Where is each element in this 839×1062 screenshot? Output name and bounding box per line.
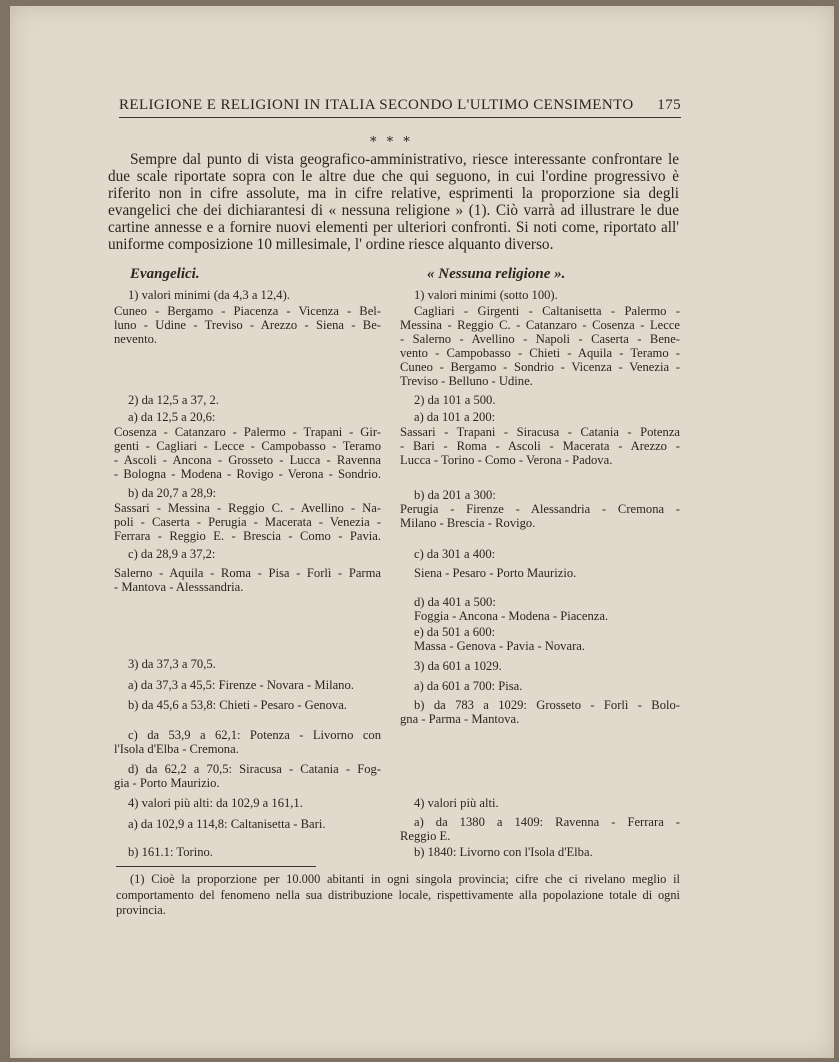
page-number: 175 — [657, 97, 681, 113]
header-title: RELIGIONE E RELIGIONI IN ITALIA SECONDO L'ULTIMO CENSIMENTO — [119, 97, 634, 113]
right-line: Siena - Pesaro - Porto Maurizio. — [414, 566, 577, 580]
intro-paragraph: Sempre dal punto di vista geografico-amministrativo, riesce interessante confrontare le due scale riportate sopra con le altre due che qui seguono, in cui l'ordine progressivo è riferito non in cifre assolute, ma in cifre relative, esprimenti la proporzione sia degli evangelici che dei dichiarantesi di « nessuna religione » (1). Ciò varrà ad illustrare le due cartine annesse e a fornire nuovi elementi per ulteriori confronti. Si noti come, riportato all' uniforme composizione 10 millesimale, l' ordine riesce alquanto diverso. — [108, 151, 679, 253]
right-line: - Bari - Roma - Ascoli - Macerata - Arezzo - — [400, 439, 680, 453]
left-line: 2) da 12,5 a 37, 2. — [128, 393, 219, 407]
left-line: luno - Udine - Treviso - Arezzo - Siena - Be- — [114, 318, 381, 332]
right-line: 3) da 601 a 1029. — [414, 659, 502, 673]
right-line: 1) valori minimi (sotto 100). — [414, 288, 558, 302]
left-line: l'Isola d'Elba - Cremona. — [114, 742, 239, 756]
left-line: a) da 12,5 a 20,6: — [128, 410, 216, 424]
right-line: Massa - Genova - Pavia - Novara. — [414, 639, 586, 653]
left-line: Salerno - Aquila - Roma - Pisa - Forlì - Parma — [114, 566, 381, 580]
left-line: 1) valori minimi (da 4,3 a 12,4). — [128, 288, 290, 302]
left-line: genti - Cagliari - Lecce - Campobasso - Teramo — [114, 439, 381, 453]
left-line: b) da 45,6 a 53,8: Chieti - Pesaro - Genova. — [128, 698, 347, 712]
right-line: - Salerno - Avellino - Napoli - Caserta - Bene- — [400, 332, 680, 346]
left-line: Ferrara - Reggio E. - Brescia - Como - Pavia. — [114, 529, 381, 543]
right-line: b) da 201 a 300: — [414, 488, 496, 502]
right-line: d) da 401 a 500: — [414, 595, 496, 609]
left-line: - Ascoli - Ancona - Grosseto - Lucca - Ravenna — [114, 453, 381, 467]
right-line: Cuneo - Bergamo - Sondrio - Vicenza - Venezia - — [400, 360, 680, 374]
right-line: gna - Parma - Mantova. — [400, 712, 520, 726]
right-line: vento - Campobasso - Chieti - Aquila - Teramo - — [400, 346, 680, 360]
left-line: Cuneo - Bergamo - Piacenza - Vicenza - Bel- — [114, 304, 381, 318]
right-line: Messina - Reggio C. - Catanzaro - Cosenza - Lecce — [400, 318, 680, 332]
left-line: d) da 62,2 a 70,5: Siracusa - Catania - Fog- — [128, 762, 381, 776]
left-line: b) 161.1: Torino. — [128, 845, 213, 859]
right-line: b) 1840: Livorno con l'Isola d'Elba. — [414, 845, 593, 859]
right-line: Foggia - Ancona - Modena - Piacenza. — [414, 609, 609, 623]
right-column-title: « Nessuna religione ». — [427, 266, 566, 282]
left-line: a) da 102,9 a 114,8: Caltanisetta - Bari. — [128, 817, 326, 831]
left-line: poli - Caserta - Perugia - Macerata - Venezia - — [114, 515, 381, 529]
right-line: 4) valori più alti. — [414, 796, 499, 810]
section-separator: * * * — [370, 135, 413, 150]
left-line: - Bologna - Modena - Rovigo - Verona - Sondrio. — [114, 467, 381, 481]
right-line: Cagliari - Girgenti - Caltanisetta - Palermo - — [414, 304, 680, 318]
left-line: gia - Porto Maurizio. — [114, 776, 220, 790]
right-line: Perugia - Firenze - Alessandria - Cremona - — [400, 502, 680, 516]
right-line: b) da 783 a 1029: Grosseto - Forlì - Bolo- — [414, 698, 680, 712]
right-line: Treviso - Belluno - Udine. — [400, 374, 533, 388]
left-line: nevento. — [114, 332, 158, 346]
right-line: a) da 601 a 700: Pisa. — [414, 679, 523, 693]
right-line: a) da 1380 a 1409: Ravenna - Ferrara - — [414, 815, 680, 829]
running-header — [119, 97, 681, 118]
left-line: 4) valori più alti: da 102,9 a 161,1. — [128, 796, 303, 810]
right-line: a) da 101 a 200: — [414, 410, 496, 424]
left-line: - Mantova - Alesssandria. — [114, 580, 244, 594]
left-line: c) da 53,9 a 62,1: Potenza - Livorno con — [128, 728, 381, 742]
right-line: e) da 501 a 600: — [414, 625, 496, 639]
footnote-rule — [116, 866, 316, 867]
left-line: 3) da 37,3 a 70,5. — [128, 657, 216, 671]
right-line: Milano - Brescia - Rovigo. — [400, 516, 536, 530]
footnote: (1) Cioè la proporzione per 10.000 abitanti in ogni singola provincia; cifre che ci rivelano meglio il comportamento del fenomeno nella sua distribuzione locale, rispettivamente alla popolazione totale di ogni provincia. — [116, 872, 680, 918]
left-line: c) da 28,9 a 37,2: — [128, 547, 216, 561]
left-line: Cosenza - Catanzaro - Palermo - Trapani - Gir- — [114, 425, 381, 439]
left-column-title: Evangelici. — [130, 266, 200, 282]
right-line: Lucca - Torino - Como - Verona - Padova. — [400, 453, 613, 467]
right-line: Sassari - Trapani - Siracusa - Catania - Potenza — [400, 425, 680, 439]
right-line: Reggio E. — [400, 829, 451, 843]
left-line: Sassari - Messina - Reggio C. - Avellino - Na- — [114, 501, 381, 515]
right-line: c) da 301 a 400: — [414, 547, 496, 561]
right-line: 2) da 101 a 500. — [414, 393, 496, 407]
left-line: a) da 37,3 a 45,5: Firenze - Novara - Milano. — [128, 678, 354, 692]
left-line: b) da 20,7 a 28,9: — [128, 486, 217, 500]
